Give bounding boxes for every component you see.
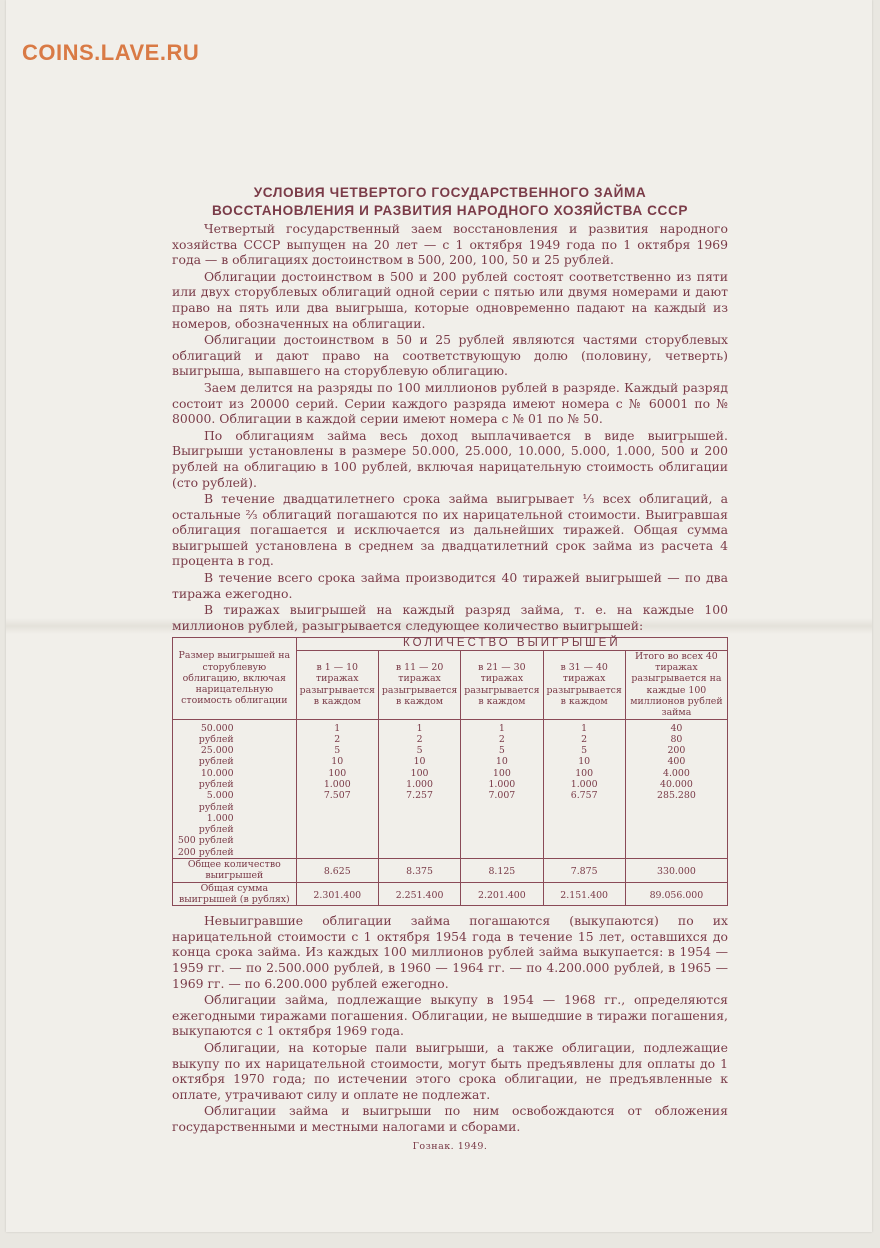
row-header: Размер выигрышей на сторублевую облигацию, включая нарицательную стоимость облигации <box>173 638 297 719</box>
paragraph-winnings: По облигациям займа весь доход выплачивается в виде выигрышей. Выигрыши установлены в размере 50.000, 25.000, 10.000, 5.000, 1.000, 500 и 200 рублей на облигацию в 100 рублей, включая нарицательную стоимость облигации (сто рублей). <box>172 427 728 490</box>
total-count-cell: 330.000 <box>625 859 727 883</box>
total-sum-cell: 89.056.000 <box>625 882 727 906</box>
paragraph-payment-deadline: Облигации, на которые пали выигрыши, а также облигации, подлежащие выкупу по их нарицательной стоимости, могут быть предъявлены для оплаты до 1 октября 1970 года; по истечении этого срока облигации, не предъявленные к оплате, утрачивают силу и оплате не подлежат. <box>172 1040 728 1102</box>
printer-imprint: Гознак. 1949. <box>412 1140 488 1152</box>
paragraph-loan-term: Четвертый государственный заем восстановления и развития народного хозяйства СССР выпущен на 20 лет — с 1 октября 1949 года по 1 октября 1969 года — в облигациях достоинством в 500, 200, 100, 50 и 25 рублей. <box>172 221 728 268</box>
total-count-label: Общее количество выигрышей <box>173 859 297 883</box>
total-count-cell: 8.375 <box>378 859 460 883</box>
prize-labels: 50.000 рублей 25.000 рублей 10.000 рублей 5.000 рублей 1.000 рублей 500 рублей 200 рублей <box>173 719 297 859</box>
draws-21-30-values: 1 2 5 10 100 1.000 7.007 <box>461 719 543 859</box>
draws-31-40-values: 1 2 5 10 100 1.000 6.757 <box>543 719 625 859</box>
site-watermark: COINS.LAVE.RU <box>22 40 200 65</box>
column-header: в 1 — 10 тиражах разыгрывается в каждом <box>296 650 378 719</box>
title-line-1: УСЛОВИЯ ЧЕТВЕРТОГО ГОСУДАРСТВЕННОГО ЗАЙМА <box>253 185 647 200</box>
total-count-cell: 8.625 <box>296 859 378 883</box>
group-header: КОЛИЧЕСТВО ВЫИГРЫШЕЙ <box>296 638 727 650</box>
column-header: в 11 — 20 тиражах разыгрывается в каждом <box>378 650 460 719</box>
column-header: Итого во всех 40 тиражах разыгрывается на каждые 100 миллионов рублей займа <box>625 650 727 719</box>
total-count-cell: 8.125 <box>461 859 543 883</box>
table-row-total-sum <box>173 882 728 906</box>
total-sum-cell: 2.301.400 <box>296 882 378 906</box>
paragraph-redemption-draws: Облигации займа, подлежащие выкупу в 1954 — 1968 гг., определяются ежегодными тиражами погашения. Облигации, не вышедшие в тиражи погашения, выкупаются с 1 октября 1969 года. <box>172 992 728 1039</box>
column-header: в 21 — 30 тиражах разыгрывается в каждом <box>461 650 543 719</box>
paragraph-50-25: Облигации достоинством в 50 и 25 рублей являются частями сторублевых облигаций и дают право на соответствующую долю (половину, четверть) выигрыша, выпавшего на сторублевую облигацию. <box>172 332 728 379</box>
paragraph-redemption: Невыигравшие облигации займа погашаются (выкупаются) по их нарицательной стоимости с 1 октября 1954 года в течение 15 лет, оставшихся до конца срока займа. Из каждых 100 миллионов рублей займа выкупается: в 1954 — 1959 гг. — по 2.500.000 рублей, в 1960 — 1964 гг. — по 4.200.000 рублей, в 1965 — 1969 гг. — по 6.200.000 рублей ежегодно. <box>172 913 728 991</box>
total-sum-cell: 2.251.400 <box>378 882 460 906</box>
draws-11-20-values: 1 2 5 10 100 1.000 7.257 <box>378 719 460 859</box>
column-header: в 31 — 40 тиражах разыгрывается в каждом <box>543 650 625 719</box>
total-40-draws-values: 40 80 200 400 4.000 40.000 285.280 <box>625 719 727 859</box>
winnings-table <box>172 637 728 906</box>
table-row <box>173 719 728 859</box>
total-sum-cell: 2.201.400 <box>461 882 543 906</box>
document-title <box>172 184 728 220</box>
title-line-2: ВОССТАНОВЛЕНИЯ И РАЗВИТИЯ НАРОДНОГО ХОЗЯЙСТВА СССР <box>211 203 689 218</box>
paragraph-500-200: Облигации достоинством в 500 и 200 рублей состоят соответственно из пяти или двух сторублевых облигаций одной серии с пятью или двумя номерами и дают право на пять или два выигрыша, которые одновременно падают на каждый из номеров, обозначенных на облигации. <box>172 268 728 331</box>
table-row-total-count <box>173 859 728 883</box>
document-body <box>172 184 728 1154</box>
paragraph-draws: В течение всего срока займа производится 40 тиражей выигрышей — по два тиража ежегодно. <box>172 570 728 601</box>
total-sum-label: Общая сумма выигрышей (в рублях) <box>173 882 297 906</box>
total-sum-cell: 2.151.400 <box>543 882 625 906</box>
paragraph-table-intro: В тиражах выигрышей на каждый разряд займа, т. е. на каждые 100 миллионов рублей, разыгрывается следующее количество выигрышей: <box>172 602 728 633</box>
paragraph-categories: Заем делится на разряды по 100 миллионов рублей в разряде. Каждый разряд состоит из 20000 серий. Серии каждого разряда имеют номера с № 60001 по № 80000. Облигации в каждой серии имеют номера с № 01 по № 50. <box>172 379 728 427</box>
paragraph-share: В течение двадцатилетнего срока займа выигрывает ⅓ всех облигаций, а остальные ⅔ облигаций погашаются по их нарицательной стоимости. Выигравшая облигация погашается и исключается из дальнейших тиражей. Общая сумма выигрышей установлена в среднем за двадцатилетний срок займа из расчета 4 процента в год. <box>172 491 728 569</box>
paragraph-tax-exemption: Облигации займа и выигрыши по ним освобождаются от обложения государственными и местными налогами и сборами. <box>172 1103 728 1134</box>
total-count-cell: 7.875 <box>543 859 625 883</box>
draws-1-10-values: 1 2 5 10 100 1.000 7.507 <box>296 719 378 859</box>
